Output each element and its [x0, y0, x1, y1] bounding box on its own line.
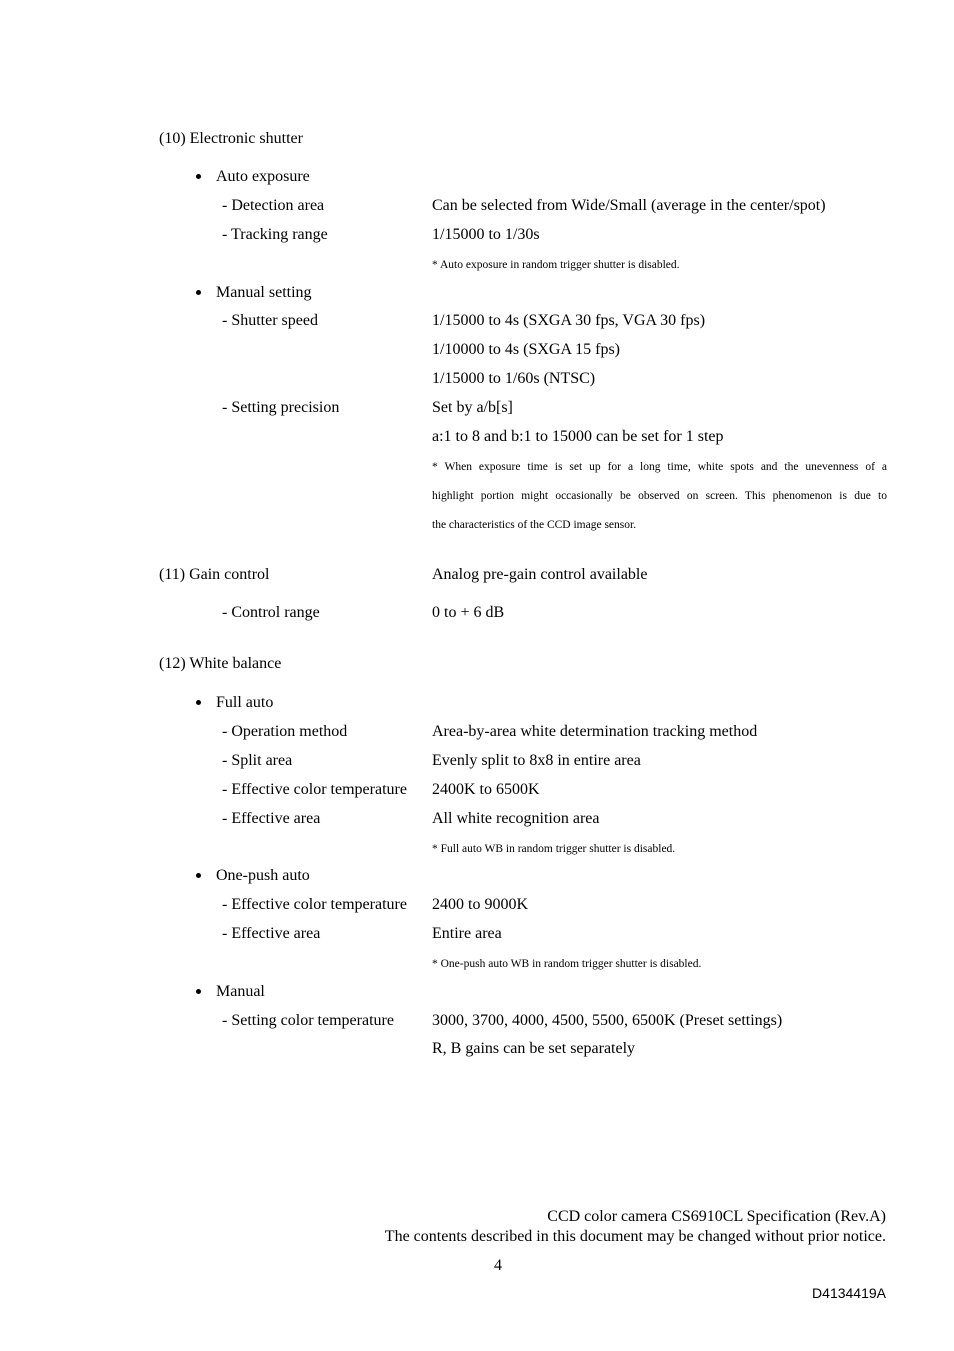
bullet-icon: [196, 700, 201, 705]
setting-color-temperature-value: R, B gains can be set separately: [432, 1040, 636, 1057]
manual-label: Manual: [216, 983, 265, 1000]
operation-method-label: - Operation method: [222, 723, 348, 740]
effective-color-temperature-label: - Effective color temperature: [222, 896, 407, 913]
split-area-label: - Split area: [222, 752, 293, 769]
detection-area-label: - Detection area: [222, 197, 325, 214]
page-number: 4: [494, 1257, 502, 1274]
exposure-note-line: the characteristics of the CCD image sensor.: [432, 519, 637, 531]
operation-method-value: Area-by-area white determination tracking method: [432, 723, 758, 740]
section-heading-white-balance: (12) White balance: [159, 655, 282, 672]
effective-color-temperature-label: - Effective color temperature: [222, 781, 407, 798]
shutter-speed-value: 1/10000 to 4s (SXGA 15 fps): [432, 341, 621, 358]
exposure-note-line: * When exposure time is set up for a long time, white spots and the unevenness of a: [432, 461, 887, 473]
bullet-icon: [196, 873, 201, 878]
setting-precision-value: Set by a/b[s]: [432, 399, 513, 416]
control-range-label: - Control range: [222, 604, 320, 621]
footer-notice: The contents described in this document may be changed without prior notice.: [384, 1228, 886, 1245]
bullet-icon: [196, 174, 201, 179]
tracking-range-value: 1/15000 to 1/30s: [432, 226, 540, 243]
manual-setting-label: Manual setting: [216, 284, 312, 301]
setting-color-temperature-label: - Setting color temperature: [222, 1012, 394, 1029]
shutter-speed-value: 1/15000 to 4s (SXGA 30 fps, VGA 30 fps): [432, 312, 706, 329]
shutter-speed-value: 1/15000 to 1/60s (NTSC): [432, 370, 596, 387]
one-push-auto-label: One-push auto: [216, 867, 310, 884]
setting-color-temperature-value: 3000, 3700, 4000, 4500, 5500, 6500K (Preset settings): [432, 1012, 783, 1029]
bullet-icon: [196, 989, 201, 994]
document-code: D4134419A: [812, 1285, 886, 1301]
auto-exposure-note: * Auto exposure in random trigger shutter is disabled.: [432, 259, 680, 271]
setting-precision-label: - Setting precision: [222, 399, 340, 416]
full-auto-label: Full auto: [216, 694, 274, 711]
detection-area-value: Can be selected from Wide/Small (average in the center/spot): [432, 197, 826, 214]
setting-precision-value: a:1 to 8 and b:1 to 15000 can be set for 1 step: [432, 428, 724, 445]
split-area-value: Evenly split to 8x8 in entire area: [432, 752, 641, 769]
exposure-note-line: highlight portion might occasionally be observed on screen. This phenomenon is due to: [432, 490, 887, 502]
effective-color-temperature-value: 2400K to 6500K: [432, 781, 540, 798]
effective-area-value: All white recognition area: [432, 810, 600, 827]
effective-color-temperature-value: 2400 to 9000K: [432, 896, 528, 913]
auto-exposure-label: Auto exposure: [216, 168, 310, 185]
shutter-speed-label: - Shutter speed: [222, 312, 318, 329]
effective-area-value: Entire area: [432, 925, 502, 942]
gain-control-value: Analog pre-gain control available: [432, 566, 648, 583]
footer-title: CCD color camera CS6910CL Specification (Rev.A): [547, 1208, 886, 1225]
effective-area-label: - Effective area: [222, 925, 321, 942]
control-range-value: 0 to + 6 dB: [432, 604, 505, 621]
tracking-range-label: - Tracking range: [222, 226, 328, 243]
full-auto-note: * Full auto WB in random trigger shutter is disabled.: [432, 843, 676, 855]
one-push-note: * One-push auto WB in random trigger shutter is disabled.: [432, 958, 702, 970]
section-heading-shutter: (10) Electronic shutter: [159, 130, 303, 147]
section-heading-gain: (11) Gain control: [159, 566, 270, 583]
effective-area-label: - Effective area: [222, 810, 321, 827]
bullet-icon: [196, 290, 201, 295]
